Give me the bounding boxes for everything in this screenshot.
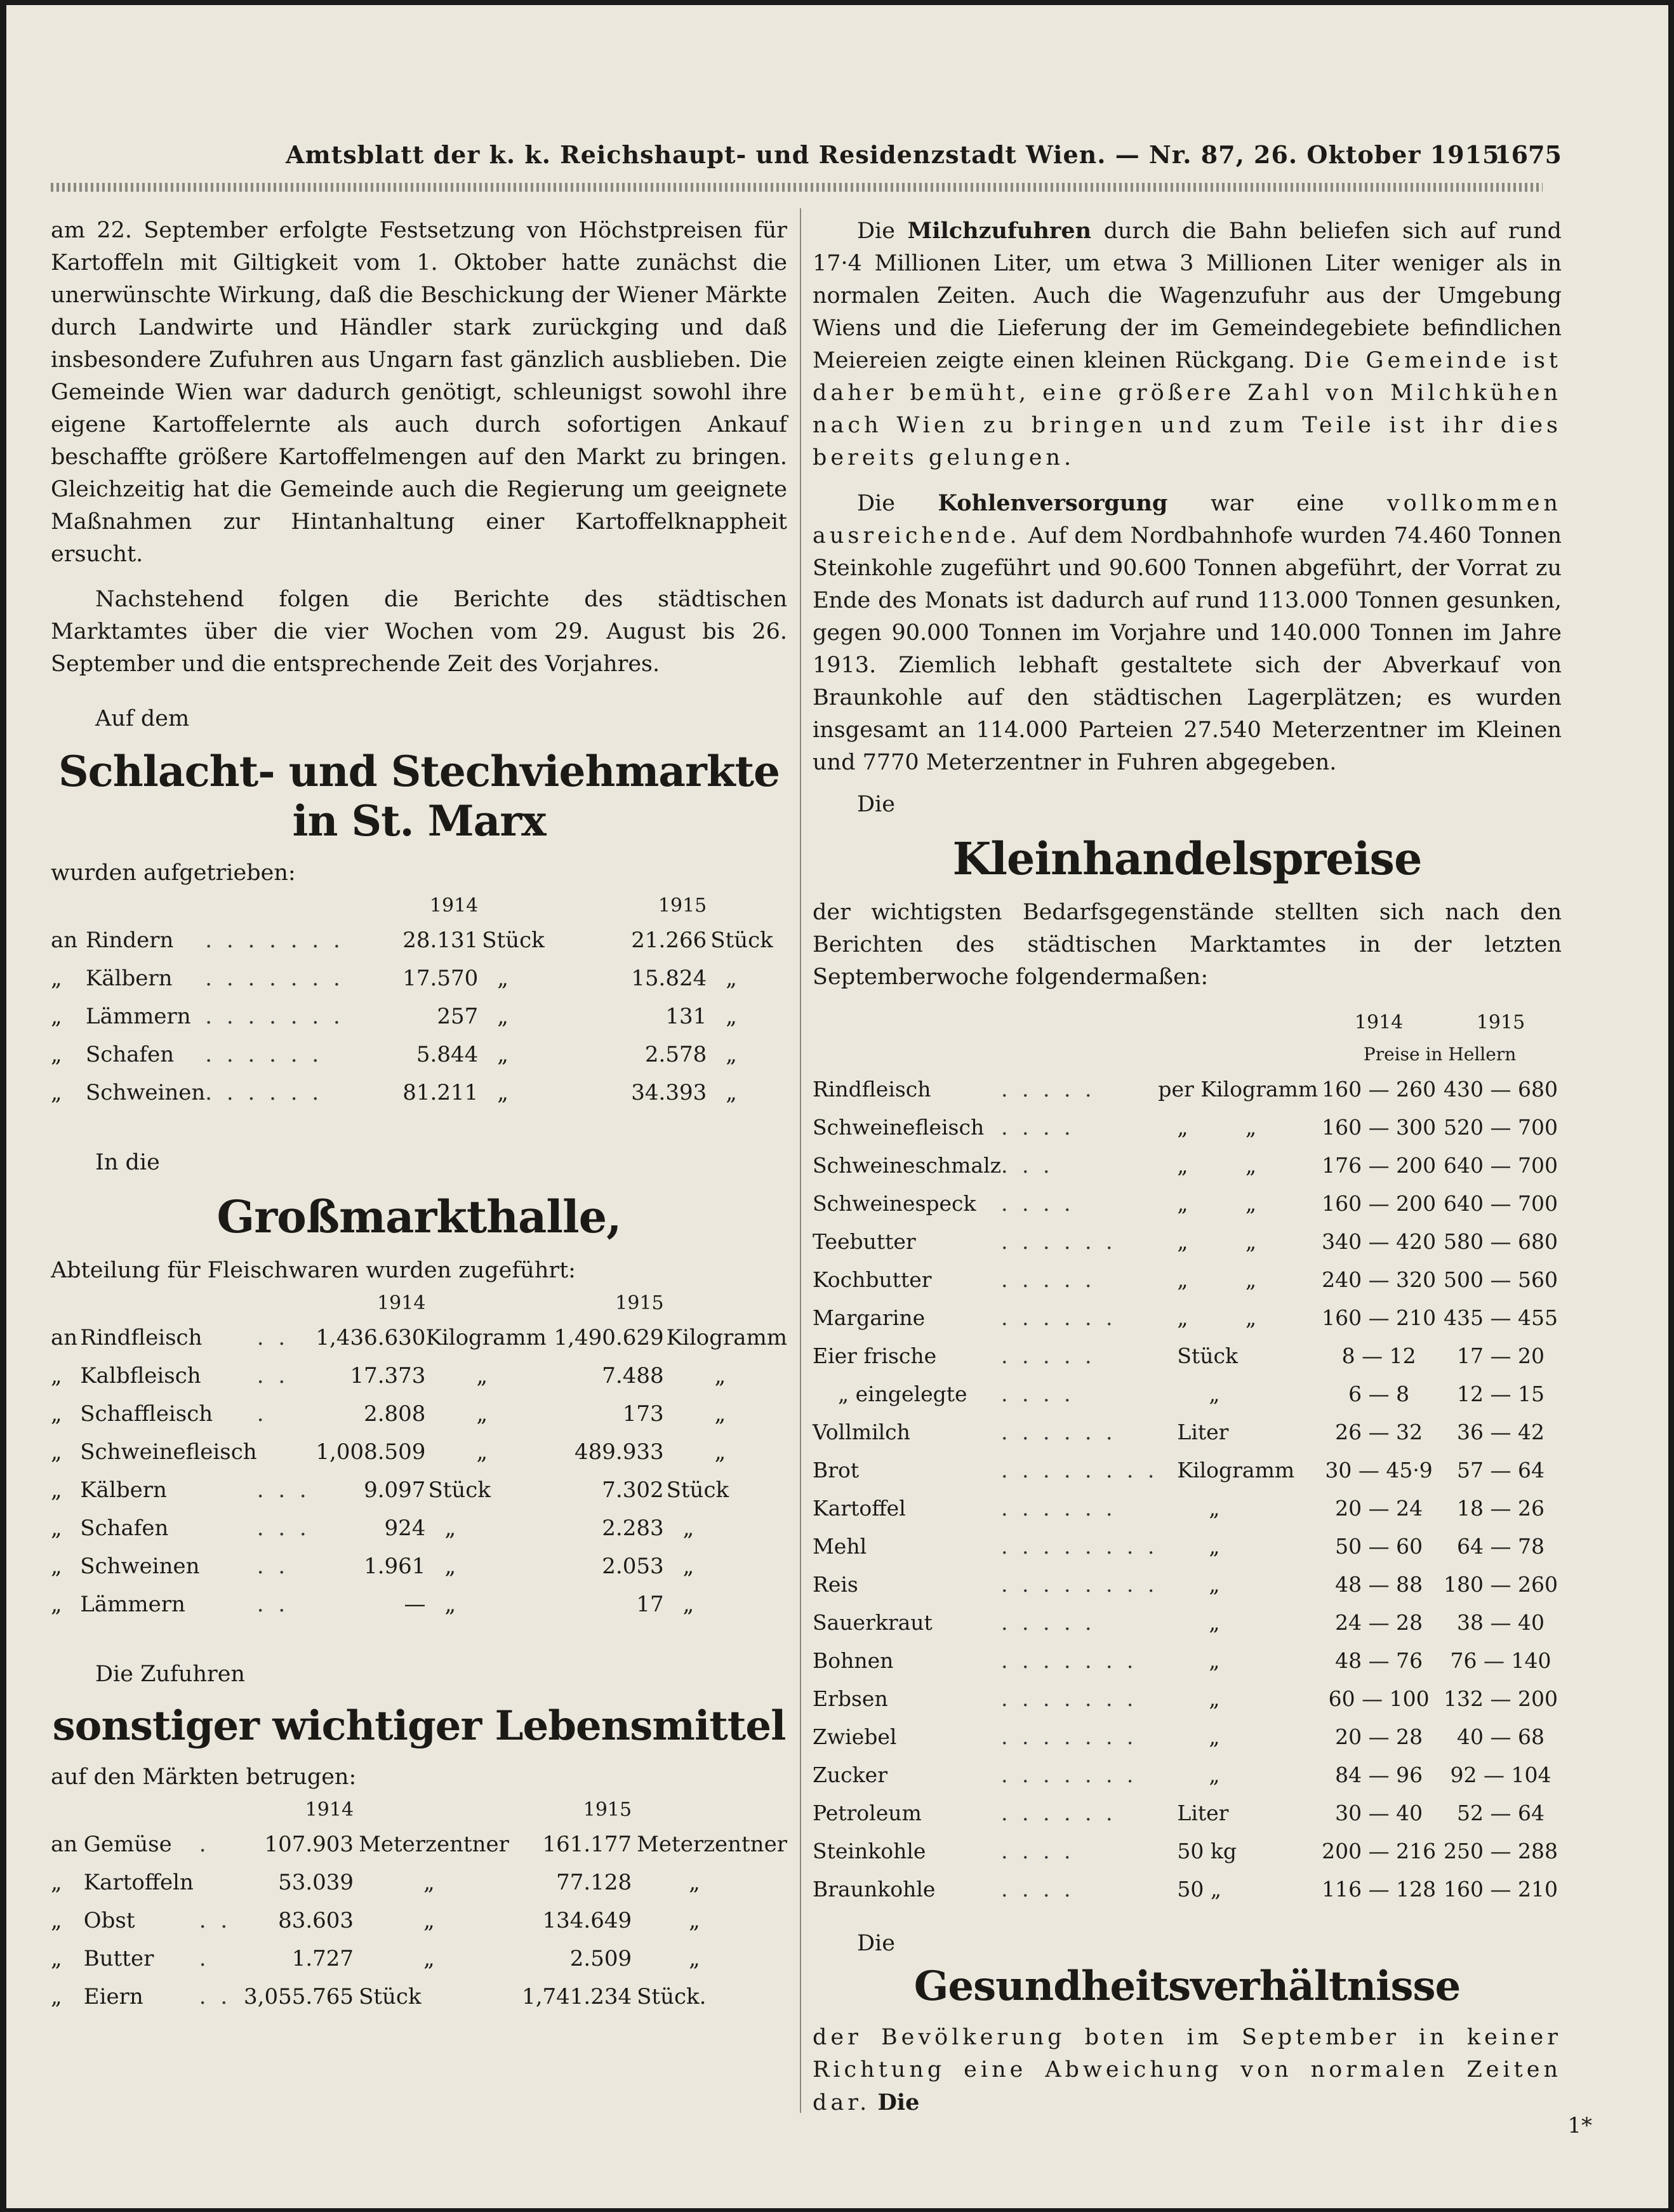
- paragraph-coal: Die Kohlenversorgung war eine vollkommen ausreichende. Auf dem Nordbahnhofe wurden 74.460 Tonnen Steinkohle zugeführt und 90.600 Tonnen abgeführt, der Vorrat zu Ende des Monats ist dadurch auf rund 113.000 Tonnen gesunken, gegen 90.000 Tonnen im Vorjahre und 140.000 Tonnen im Jahre 1913. Ziemlich lebhaft gestaltete sich der Abverkauf von Braunkohle auf den städtischen Lagerplätzen; es wurden insgesamt an 114.000 Parteien 27.540 Meterzentner im Kleinen und 7770 Meterzentner in Fuhren abgegeben.: [813, 490, 1562, 775]
- table-row: „ Lämmern . . . . . . . 257 „ 131 „: [51, 1004, 737, 1029]
- table-row: „ Schaffleisch . 2.808 „ 173 „: [51, 1401, 726, 1427]
- table-row: Steinkohle . . . . 50 kg 200 — 216 250 — 288: [813, 1838, 1558, 1863]
- table-row: Petroleum . . . . . . Liter 30 — 40 52 — 64: [813, 1800, 1545, 1825]
- table-row: „ Eiern . . 3,055.765 Stück 1,741.234 Stück.: [51, 1984, 707, 2009]
- running-title: Amtsblatt der k. k. Reichshaupt- und Residenzstadt Wien. — Nr. 87, 26. Oktober 1915.: [286, 140, 1509, 169]
- table-row: „ Kartoffeln 53.039 „ 77.128 „: [51, 1870, 700, 1895]
- header-rule: [51, 183, 1543, 192]
- table-row: „ Kälbern . . . . . . . 17.570 „ 15.824 „: [51, 966, 737, 991]
- section-intro: Auf dem: [95, 706, 190, 731]
- table-row: Bohnen . . . . . . . „ 48 — 76 76 — 140: [813, 1648, 1551, 1673]
- section-title-market-hall: Großmarkthalle,: [216, 1190, 621, 1243]
- table-row: Reis . . . . . . . . „ 48 — 88 180 — 260: [813, 1571, 1558, 1597]
- table-row: Kartoffel . . . . . . „ 20 — 24 18 — 26: [813, 1495, 1545, 1521]
- year-1915: 1915: [583, 1798, 632, 1821]
- right-column: [813, 215, 1562, 2132]
- table-row: Vollmilch . . . . . . Liter 26 — 32 36 — 42: [813, 1419, 1545, 1444]
- section-intro: Die: [857, 792, 895, 817]
- year-1915: 1915: [615, 1291, 664, 1314]
- section-title-foodstuffs: sonstiger wichtiger Lebensmittel: [52, 1702, 786, 1750]
- table-row: „ Obst . . 83.603 „ 134.649 „: [51, 1908, 700, 1933]
- livestock-table: [51, 889, 783, 1112]
- table-row: Kochbutter . . . . . „ „ 240 — 320 500 — 560: [813, 1267, 1558, 1292]
- page-header: [51, 129, 1562, 180]
- table-row: „ Lämmern . . — „ 17 „: [51, 1592, 694, 1617]
- table-row: Zwiebel . . . . . . . „ 20 — 28 40 — 68: [813, 1724, 1545, 1749]
- table-row: „ Schafen . . . 924 „ 2.283 „: [51, 1516, 694, 1541]
- table-row: Braunkohle . . . . 50 „ 116 — 128 160 — 210: [813, 1876, 1558, 1902]
- table-row: Margarine . . . . . . „ „ 160 — 210 435 — 455: [813, 1305, 1558, 1330]
- unit-caption: Preise in Hellern: [1363, 1043, 1517, 1065]
- section-subtitle: auf den Märkten betrugen:: [51, 1764, 357, 1790]
- paragraph-milk: Die Milchzufuhren durch die Bahn beliefen sich auf rund 17·4 Millionen Liter, um etwa 3 Millionen Liter weniger als in normalen Zeiten. Auch die Wagenzufuhr aus der Umgebung Wiens und die Lieferung der im Gemeindegebiete befindlichen Meiereien zeigte einen kleinen Rückgang. Die Gemeinde ist daher bemüht, eine größere Zahl von Milchkühen nach Wien zu bringen und zum Teile ist ihr dies bereits gelungen.: [813, 218, 1562, 470]
- table-row: „ Schweinen . . 1.961 „ 2.053 „: [51, 1554, 694, 1579]
- section-subtitle: Abteilung für Fleischwaren wurden zugeführt:: [51, 1258, 576, 1283]
- prices-subtitle: der wichtigsten Bedarfsgegenstände stellten sich nach den Berichten des städtischen Marktamtes in der letzten Septemberwoche folgendermaßen:: [813, 900, 1562, 990]
- year-1915: 1915: [1476, 1011, 1525, 1034]
- market-hall-table: [51, 1287, 787, 1623]
- term-coal: Kohlenversorgung: [938, 490, 1168, 516]
- table-row: „ Schweinefleisch 1,008.509 „ 489.933 „: [51, 1439, 726, 1465]
- table-row: Schweinespeck . . . . „ „ 160 — 200 640 — 700: [813, 1190, 1558, 1216]
- page: [6, 5, 1668, 2208]
- table-row: an Rindfleisch . . 1,436.630 Kilogramm 1,490.629 Kilogramm: [51, 1325, 787, 1350]
- year-1915: 1915: [658, 894, 707, 917]
- term-milk: Milchzufuhren: [907, 218, 1092, 244]
- section-subtitle: wurden aufgetrieben:: [51, 860, 296, 886]
- left-column: [51, 215, 787, 2016]
- table-row: „ Butter . 1.727 „ 2.509 „: [51, 1946, 700, 1971]
- table-row: Eier frische . . . . . Stück 8 — 12 17 — 20: [813, 1343, 1545, 1368]
- signature-mark: 1*: [1567, 2113, 1592, 2138]
- paragraph-health: der Bevölkerung boten im September in keiner Richtung eine Abweichung von normalen Zeiten dar. Die: [813, 2025, 1562, 2115]
- year-1914: 1914: [1354, 1011, 1404, 1034]
- table-row: Rindfleisch . . . . . per Kilogramm 160 — 260 430 — 680: [813, 1076, 1558, 1102]
- table-row: an Rindern . . . . . . . 28.131 Stück 21.266 Stück: [51, 928, 773, 953]
- section-intro: In die: [95, 1150, 160, 1175]
- section-intro: Die: [857, 1931, 895, 1956]
- table-row: Schweineschmalz . . . „ „ 176 — 200 640 — 700: [813, 1152, 1558, 1178]
- section-title-livestock: Schlacht- und Stechviehmarkte in St. Marx: [58, 747, 780, 846]
- prices-table: [813, 1006, 1562, 1908]
- page-number: 1675: [1494, 140, 1562, 169]
- table-row: „ Kalbfleisch . . 17.373 „ 7.488 „: [51, 1363, 726, 1389]
- table-row: „ eingelegte . . . . „ 6 — 8 12 — 15: [838, 1381, 1545, 1406]
- year-1914: 1914: [305, 1798, 354, 1821]
- table-row: Schweinefleisch . . . . „ „ 160 — 300 520 — 700: [813, 1114, 1558, 1140]
- section-intro: Die Zufuhren: [95, 1662, 245, 1687]
- table-row: Erbsen . . . . . . . „ 60 — 100 132 — 200: [813, 1686, 1558, 1711]
- table-row: Zucker . . . . . . . „ 84 — 96 92 — 104: [813, 1762, 1551, 1787]
- paragraph-potatoes: am 22. September erfolgte Festsetzung von Höchstpreisen für Kartoffeln mit Giltigkeit vom 1. Oktober hatte zunächst die unerwünschte Wirkung, daß die Beschickung der Wiener Märkte durch Landwirte und Händler stark zurückging und daß insbesondere Zufuhren aus Ungarn fast gänzlich ausblieben. Die Gemeinde Wien war dadurch genötigt, schleunigst sowohl ihre eigene Kartoffelernte als auch durch sofortigen Ankauf beschaffte größere Kartoffelmengen auf den Markt zu bringen. Gleichzeitig hat die Gemeinde auch die Regierung um geeignete Maßnahmen zur Hintanhaltung einer Kartoffelknappheit ersucht.: [51, 218, 787, 567]
- table-row: Teebutter . . . . . . „ „ 340 — 420 580 — 680: [813, 1229, 1558, 1254]
- table-row: Brot . . . . . . . . Kilogramm 30 — 45·9 57 — 64: [813, 1457, 1545, 1482]
- table-row: Mehl . . . . . . . . „ 50 — 60 64 — 78: [813, 1533, 1545, 1559]
- paragraph-reports: Nachstehend folgen die Berichte des städtischen Marktamtes über die vier Wochen vom 29. August bis 26. September und die entsprechende Zeit des Vorjahres.: [51, 587, 787, 677]
- table-row: „ Schweinen . . . . . . 81.211 „ 34.393 „: [51, 1080, 737, 1105]
- year-1914: 1914: [429, 894, 479, 917]
- section-title-health: Gesundheitsverhältnisse: [913, 1962, 1461, 2010]
- foodstuffs-table: [51, 1794, 787, 2016]
- column-divider: [800, 208, 801, 2113]
- table-row: Sauerkraut . . . . . „ 24 — 28 38 — 40: [813, 1609, 1545, 1635]
- table-row: „ Schafen . . . . . . 5.844 „ 2.578 „: [51, 1042, 737, 1067]
- table-row: an Gemüse . 107.903 Meterzentner 161.177 Meterzentner: [51, 1832, 787, 1857]
- section-title-prices: Kleinhandelspreise: [952, 832, 1422, 885]
- year-1914: 1914: [377, 1291, 426, 1314]
- table-row: „ Kälbern . . . 9.097 Stück 7.302 Stück: [51, 1477, 729, 1503]
